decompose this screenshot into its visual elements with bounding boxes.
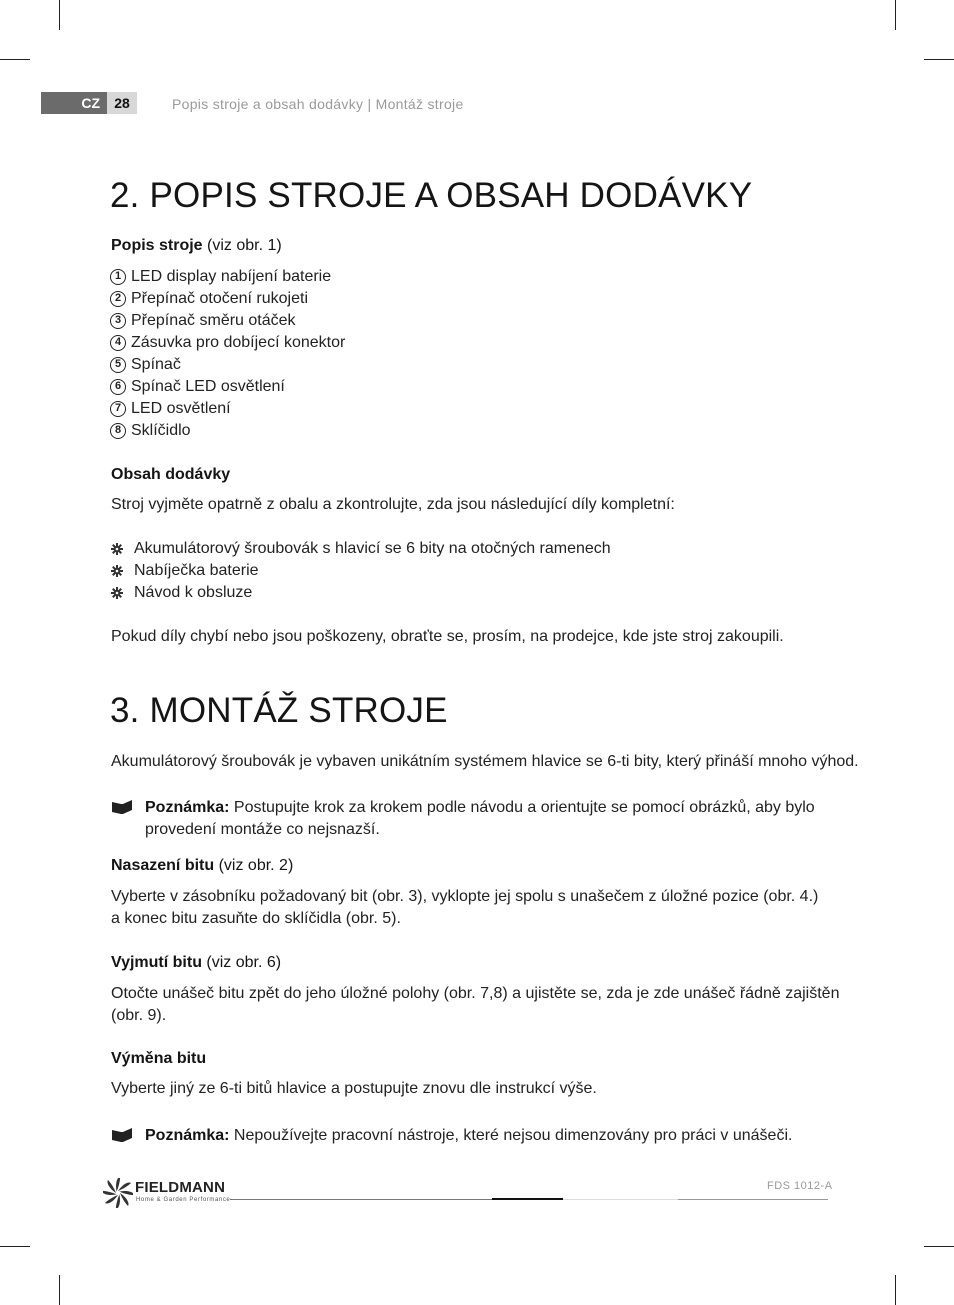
note-text <box>145 1125 792 1147</box>
description-label: Popis stroje <box>111 237 203 254</box>
running-header: Popis stroje a obsah dodávky | Montáž stroje <box>172 96 464 112</box>
list-item <box>110 420 345 442</box>
parts-list <box>110 266 345 442</box>
remove-line: Otočte unášeč bitu zpět do jeho úložné polohy (obr. 7,8) a ujistěte se, zda je zde unášeč řádně zajištěn <box>111 985 840 1002</box>
number-circle: 2 <box>110 291 126 307</box>
section3-heading: 3. MONTÁŽ STROJE <box>110 691 448 730</box>
brand-name: FIELDMANN <box>135 1179 226 1196</box>
note-line: Nepoužívejte pracovní nástroje, které nejsou dimenzovány pro práci v unášeči. <box>233 1127 793 1144</box>
fieldmann-logo-icon <box>103 1178 133 1208</box>
crop-mark <box>924 59 954 60</box>
brand-tagline: Home & Garden Performance <box>136 1197 231 1203</box>
crop-mark <box>895 0 896 30</box>
gear-bullet-icon <box>111 587 123 599</box>
part-label: LED osvětlení <box>131 400 231 417</box>
insert-subheading <box>111 855 293 877</box>
crop-mark <box>0 1246 30 1247</box>
footer-rule <box>230 1199 492 1200</box>
part-label: Přepínač otočení rukojeti <box>131 290 308 307</box>
note-line: provedení montáže co nejsnazší. <box>145 821 380 838</box>
number-circle: 1 <box>110 269 126 285</box>
section3-intro: Akumulátorový šroubovák je vybaven unikátním systémem hlavice se 6-ti bity, který přináší mnoho výhod. <box>111 753 859 770</box>
insert-line: a konec bitu zasuňte do sklíčidla (obr. 5). <box>111 910 401 927</box>
model-code: FDS 1012-A <box>767 1180 833 1192</box>
gear-bullet-icon <box>111 543 123 555</box>
part-label: LED display nabíjení baterie <box>131 268 332 285</box>
contents-label: Obsah dodávky <box>111 466 231 483</box>
footer-rule <box>563 1199 678 1200</box>
list-item <box>110 538 611 560</box>
crop-mark <box>0 59 30 60</box>
description-ref: (viz obr. 1) <box>207 237 282 254</box>
remove-subheading <box>111 952 281 974</box>
contents-list <box>110 538 611 604</box>
remove-label: Vyjmutí bitu <box>111 954 202 971</box>
part-label: Spínač LED osvětlení <box>131 378 285 395</box>
number-circle: 8 <box>110 423 126 439</box>
note-label: Poznámka: <box>145 1127 230 1144</box>
list-item <box>110 332 345 354</box>
remove-line: (obr. 9). <box>111 1007 167 1024</box>
gear-bullet-icon <box>111 565 123 577</box>
number-circle: 4 <box>110 335 126 351</box>
list-item <box>110 582 611 604</box>
contents-item: Návod k obsluze <box>134 584 253 601</box>
list-item <box>110 376 345 398</box>
list-item <box>110 354 345 376</box>
list-item <box>110 310 345 332</box>
list-item <box>110 398 345 420</box>
crop-mark <box>895 1275 896 1305</box>
insert-ref: (viz obr. 2) <box>218 857 294 874</box>
footer-rule <box>492 1198 563 1200</box>
contents-outro: Pokud díly chybí nebo jsou poškozeny, obraťte se, prosím, na prodejce, kde jste stroj zakoupili. <box>111 628 784 645</box>
part-label: Spínač <box>131 356 181 373</box>
open-book-icon <box>111 1127 133 1143</box>
number-circle: 5 <box>110 357 126 373</box>
number-circle: 7 <box>110 401 126 417</box>
list-item <box>110 560 611 582</box>
part-label: Přepínač směru otáček <box>131 312 296 329</box>
list-item <box>110 288 345 310</box>
open-book-icon <box>111 799 133 815</box>
note-text <box>145 797 815 841</box>
replace-label: Výměna bitu <box>111 1050 207 1067</box>
contents-item: Akumulátorový šroubovák s hlavicí se 6 bity na otočných ramenech <box>134 540 611 557</box>
number-circle: 3 <box>110 313 126 329</box>
crop-mark <box>59 1275 60 1305</box>
contents-item: Nabíječka baterie <box>134 562 259 579</box>
description-subheading <box>111 235 282 257</box>
footer-rule <box>678 1199 828 1200</box>
section2-heading: 2. POPIS STROJE A OBSAH DODÁVKY <box>110 176 753 215</box>
contents-subheading <box>111 464 230 486</box>
replace-text: Vyberte jiný ze 6-ti bitů hlavice a postupujte znovu dle instrukcí výše. <box>111 1080 597 1097</box>
part-label: Zásuvka pro dobíjecí konektor <box>131 334 346 351</box>
remove-ref: (viz obr. 6) <box>206 954 282 971</box>
language-tab: CZ <box>41 92 107 114</box>
page-number: 28 <box>107 92 137 114</box>
note-label: Poznámka: <box>145 799 230 816</box>
note-line: Postupujte krok za krokem podle návodu a orientujte se pomocí obrázků, aby bylo <box>233 799 815 816</box>
replace-subheading <box>111 1048 206 1070</box>
number-circle: 6 <box>110 379 126 395</box>
crop-mark <box>59 0 60 30</box>
insert-line: Vyberte v zásobníku požadovaný bit (obr. 3), vyklopte jej spolu s unašečem z úložné pozice (obr. 4.) <box>111 888 819 905</box>
insert-label: Nasazení bitu <box>111 857 215 874</box>
crop-mark <box>924 1246 954 1247</box>
list-item <box>110 266 345 288</box>
part-label: Sklíčidlo <box>131 422 191 439</box>
contents-intro: Stroj vyjměte opatrně z obalu a zkontrolujte, zda jsou následující díly kompletní: <box>111 496 675 513</box>
